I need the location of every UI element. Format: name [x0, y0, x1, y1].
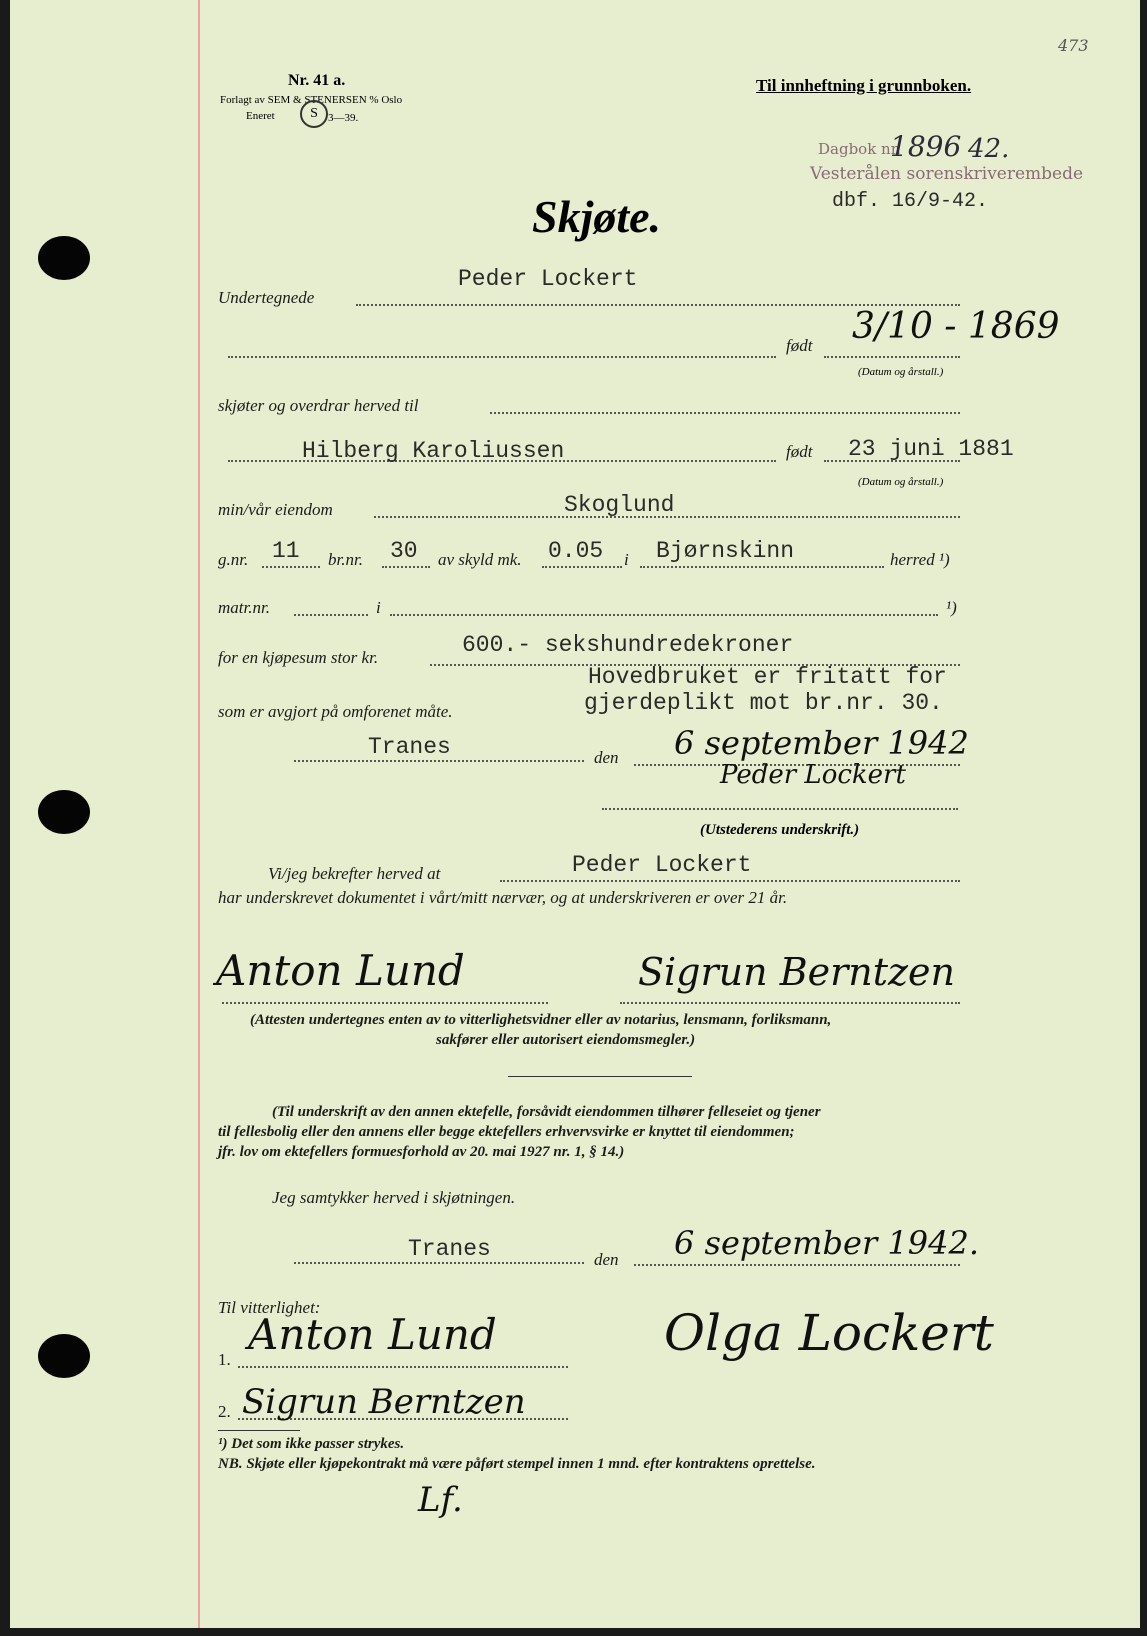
dagbok-label: Dagbok nr. [818, 140, 902, 158]
matr-i-label: i [376, 598, 381, 617]
form-date: 3—39. [328, 112, 359, 124]
property-name: Skoglund [564, 492, 675, 518]
i-label: i [624, 550, 629, 569]
matr-footnote-mark: ¹) [946, 598, 957, 617]
spouse-para-1: (Til underskrift av den annen ektefelle, forsåvidt eiendommen tilhører felleseiet og tjener [272, 1104, 821, 1120]
eiendom-label: min/vår eiendom [218, 500, 333, 519]
page-number: 473 [1058, 36, 1089, 55]
dagbok-number: 1896 [890, 130, 962, 163]
skyld-label: av skyld mk. [438, 550, 522, 569]
buyer-birthdate: 23 juni 1881 [848, 436, 1014, 462]
punch-hole [38, 790, 90, 834]
attest-note-2: sakfører eller autorisert eiendomsmegler.) [436, 1032, 696, 1048]
publisher: Forlagt av SEM & STENERSEN % Oslo [220, 94, 403, 106]
date-1: 6 september 1942 [674, 724, 969, 762]
divider [508, 1076, 692, 1077]
eneret: Eneret [246, 110, 275, 122]
omforenet-label: som er avgjort på omforenet måte. [218, 702, 453, 721]
seller-birthdate: 3/10 - 1869 [852, 306, 1060, 347]
document-page [10, 0, 1140, 1628]
skyld-value: 0.05 [548, 538, 604, 564]
witness-sig-2: Sigrun Berntzen [242, 1382, 526, 1422]
date-2: 6 september 1942. [674, 1224, 980, 1262]
datum-note: (Datum og årstall.) [858, 366, 944, 378]
margin-line [198, 0, 200, 1628]
attest-note-1: (Attesten undertegnes enten av to vitterlighetsvidner eller av notarius, lensmann, forliksmann, [250, 1012, 832, 1028]
fodt-label: født [786, 336, 813, 355]
brnr-value: 30 [390, 538, 418, 564]
dbf-stamp: dbf. 16/9-42. [832, 190, 989, 213]
kjopesum-label: for en kjøpesum stor kr. [218, 648, 379, 667]
spouse-signature: Olga Lockert [664, 1304, 994, 1362]
undertegnede-label: Undertegnede [218, 288, 315, 307]
witness-num-1: 1. [218, 1350, 231, 1369]
den-label: den [594, 748, 619, 767]
datum-note-2: (Datum og årstall.) [858, 476, 944, 488]
consent-text: Jeg samtykker herved i skjøtningen. [272, 1188, 516, 1207]
dagbok-year: 42. [968, 134, 1010, 164]
attest-statement: har underskrevet dokumentet i vårt/mitt nærvær, og at underskriveren er over 21 år. [218, 888, 788, 907]
herred-value: Bjørnskinn [656, 538, 795, 564]
filing-note: Til innheftning i grunnboken. [756, 76, 972, 95]
office-stamp: Vesterålen sorenskriverembede [810, 164, 1084, 184]
kjopesum-value: 600.- sekshundredekroner [462, 632, 794, 658]
punch-hole [38, 1334, 90, 1378]
nb-note: NB. Skjøte eller kjøpekontrakt må være påført stempel innen 1 mnd. efter kontraktens oprettelse. [218, 1456, 816, 1472]
fodt-label-2: født [786, 442, 813, 461]
place-1: Tranes [368, 734, 451, 760]
note-line-1: Hovedbruket er fritatt for [588, 664, 947, 690]
note-line-2: gjerdeplikt mot br.nr. 30. [584, 690, 943, 716]
spouse-para-2: til fellesbolig eller den annens eller begge ektefellers erhvervsvirke er knyttet til eiendommen; [218, 1124, 795, 1140]
attest-name: Peder Lockert [572, 852, 752, 878]
footnote: ¹) Det som ikke passer strykes. [218, 1436, 405, 1452]
publisher-logo: S [300, 100, 328, 128]
gnr-label: g.nr. [218, 550, 249, 569]
witness-2-signature: Sigrun Berntzen [638, 950, 956, 994]
witness-num-2: 2. [218, 1402, 231, 1421]
matr-label: matr.nr. [218, 598, 270, 617]
form-number: Nr. 41 a. [288, 72, 346, 89]
attest-label: Vi/jeg bekrefter herved at [268, 864, 441, 883]
initials: Lf. [418, 1480, 463, 1520]
witness-1-signature: Anton Lund [216, 946, 465, 995]
vitterlighet-label: Til vitterlighet: [218, 1298, 321, 1317]
place-2: Tranes [408, 1236, 491, 1262]
punch-hole [38, 236, 90, 280]
buyer-name: Hilberg Karoliussen [302, 438, 565, 464]
brnr-label: br.nr. [328, 550, 363, 569]
seller-name: Peder Lockert [458, 266, 638, 292]
seller-signature: Peder Lockert [720, 760, 906, 790]
herred-label: herred ¹) [890, 550, 950, 569]
den-label-2: den [594, 1250, 619, 1269]
witness-sig-1: Anton Lund [248, 1310, 497, 1359]
skjoter-label: skjøter og overdrar herved til [218, 396, 419, 415]
gnr-value: 11 [272, 538, 300, 564]
utsteder-label: (Utstederens underskrift.) [700, 822, 860, 838]
document-title: Skjøte. [532, 191, 662, 242]
spouse-para-3: jfr. lov om ektefellers formuesforhold av 20. mai 1927 nr. 1, § 14.) [218, 1144, 625, 1160]
